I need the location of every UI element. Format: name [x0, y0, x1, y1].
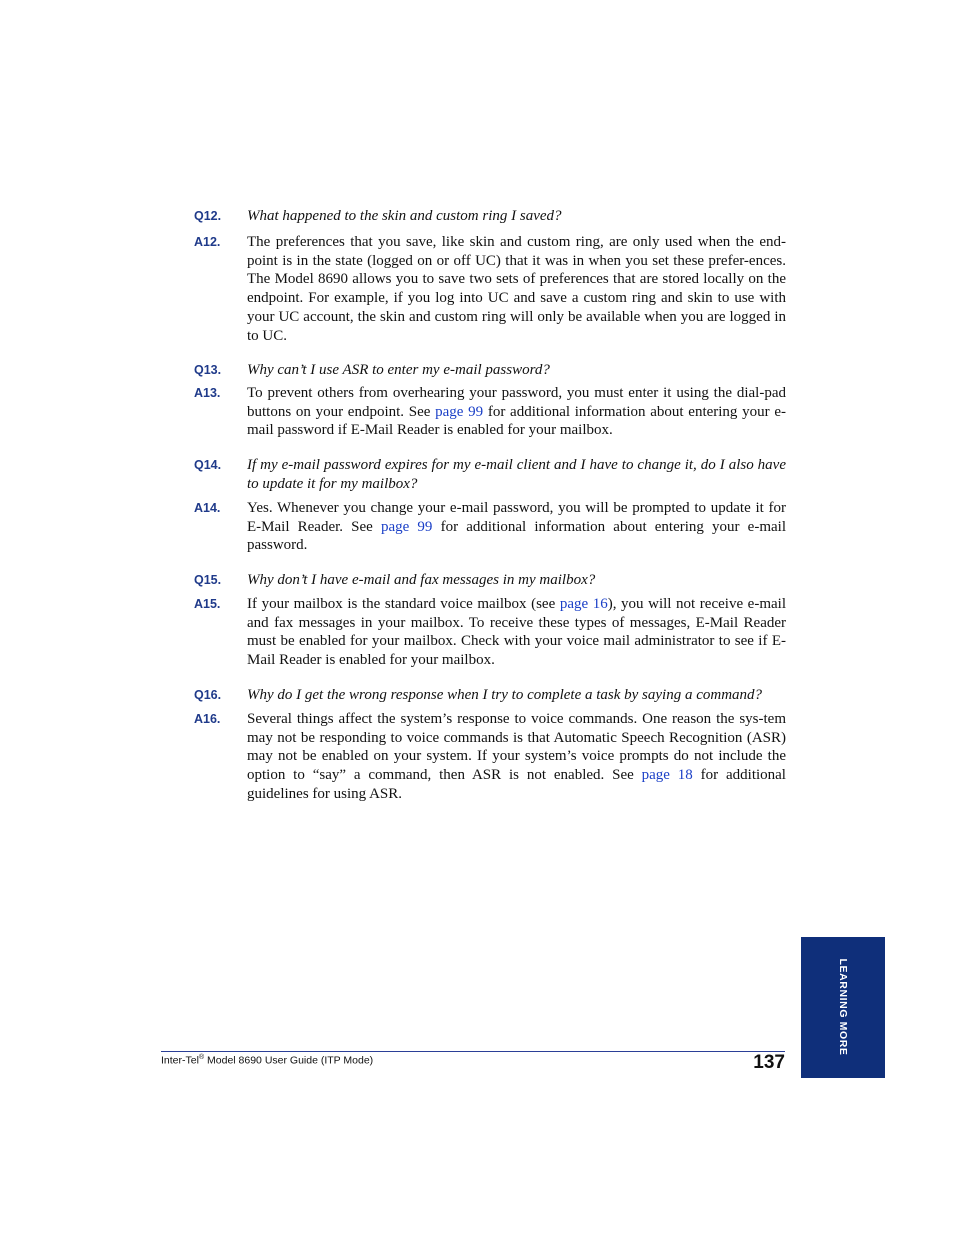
- question-text: Why do I get the wrong response when I try to complete a task by saying a command?: [247, 687, 763, 703]
- page-18-link[interactable]: page 18: [641, 767, 693, 784]
- footer-divider: [161, 1051, 785, 1052]
- question-label: Q14.: [194, 458, 222, 472]
- answer-text: [247, 384, 786, 440]
- answer-text-part: for additional information about entering your e-mail password if E-Mail Reader is enabled for your mailbox.: [247, 403, 786, 439]
- answer-label: A12.: [194, 235, 221, 249]
- page-number: 137: [753, 1052, 785, 1073]
- answer-text: [247, 233, 786, 345]
- question-text: What happened to the skin and custom ring I saved?: [247, 208, 562, 224]
- answer-text: [247, 710, 786, 804]
- answer-label: A14.: [194, 501, 221, 515]
- registered-mark: ®: [198, 1054, 205, 1061]
- answer-text: [247, 595, 786, 670]
- question-text: Why can’t I use ASR to enter my e-mail password?: [247, 362, 550, 378]
- page-99-link[interactable]: page 99: [435, 403, 484, 420]
- answer-text: [247, 499, 786, 555]
- section-side-tab: [801, 937, 885, 1078]
- question-label: Q15.: [194, 573, 222, 587]
- page-99-link[interactable]: page 99: [380, 518, 433, 535]
- answer-text-part: for additional guidelines for using ASR.: [247, 767, 786, 802]
- answer-text-part: ), you will not receive e-mail and fax messages in your mailbox. To receive these types of messages, E-Mail Reader must be enabled for your mailbox. Check with your voice mail administrator to see if E-Mail Reader is enabled for your mailbox.: [247, 596, 786, 669]
- answer-label: A13.: [194, 386, 221, 400]
- footer-title-text: Model 8690 User Guide (ITP Mode): [204, 1054, 374, 1067]
- footer-brand: Inter-Tel: [161, 1054, 199, 1067]
- answer-text-part: To prevent others from overhearing your password, you must enter it using the dial-pad buttons on your endpoint. See: [247, 385, 786, 420]
- question-label: Q16.: [194, 688, 222, 702]
- answer-text-part: for additional information about entering your e-mail password.: [247, 518, 786, 554]
- question-label: Q12.: [194, 209, 222, 223]
- question-text: If my e-mail password expires for my e-mail client and I have to change it, do I also have to update it for my mailbox?: [247, 457, 786, 492]
- question-text: Why don’t I have e-mail and fax messages in my mailbox?: [247, 572, 596, 588]
- question-label: Q13.: [194, 363, 222, 377]
- answer-label: A16.: [194, 712, 221, 726]
- page-16-link[interactable]: page 16: [559, 596, 608, 612]
- answer-text-part: Yes. Whenever you change your e-mail password, you will be prompted to update it for E-Mail Reader. See: [247, 500, 786, 535]
- side-tab-label: LEARNING MORE: [837, 958, 849, 1056]
- answer-text-part: If your mailbox is the standard voice mailbox (see: [247, 596, 560, 612]
- footer-document-title: [161, 1054, 373, 1067]
- answer-text-part: The preferences that you save, like skin and custom ring, are only used when the end-point is in the state (logged on or off UC) that it was in when you set these prefer-ences. The Model 8690 allows you to save two sets of preferences that are stored locally on the endpoint. For example, if you log into UC and save a custom ring and skin to use with your UC account, the skin and custom ring will only be available when you are logged in to UC.: [247, 234, 786, 344]
- answer-text-part: Several things affect the system’s response to voice commands. One reason the sys-tem may not be responding to voice commands is that Automatic Speech Recognition (ASR) may not be enabled on your system. If your system’s voice prompts do not include the option to “say” a command, then ASR is not enabled. See: [247, 711, 786, 784]
- answer-label: A15.: [194, 597, 221, 611]
